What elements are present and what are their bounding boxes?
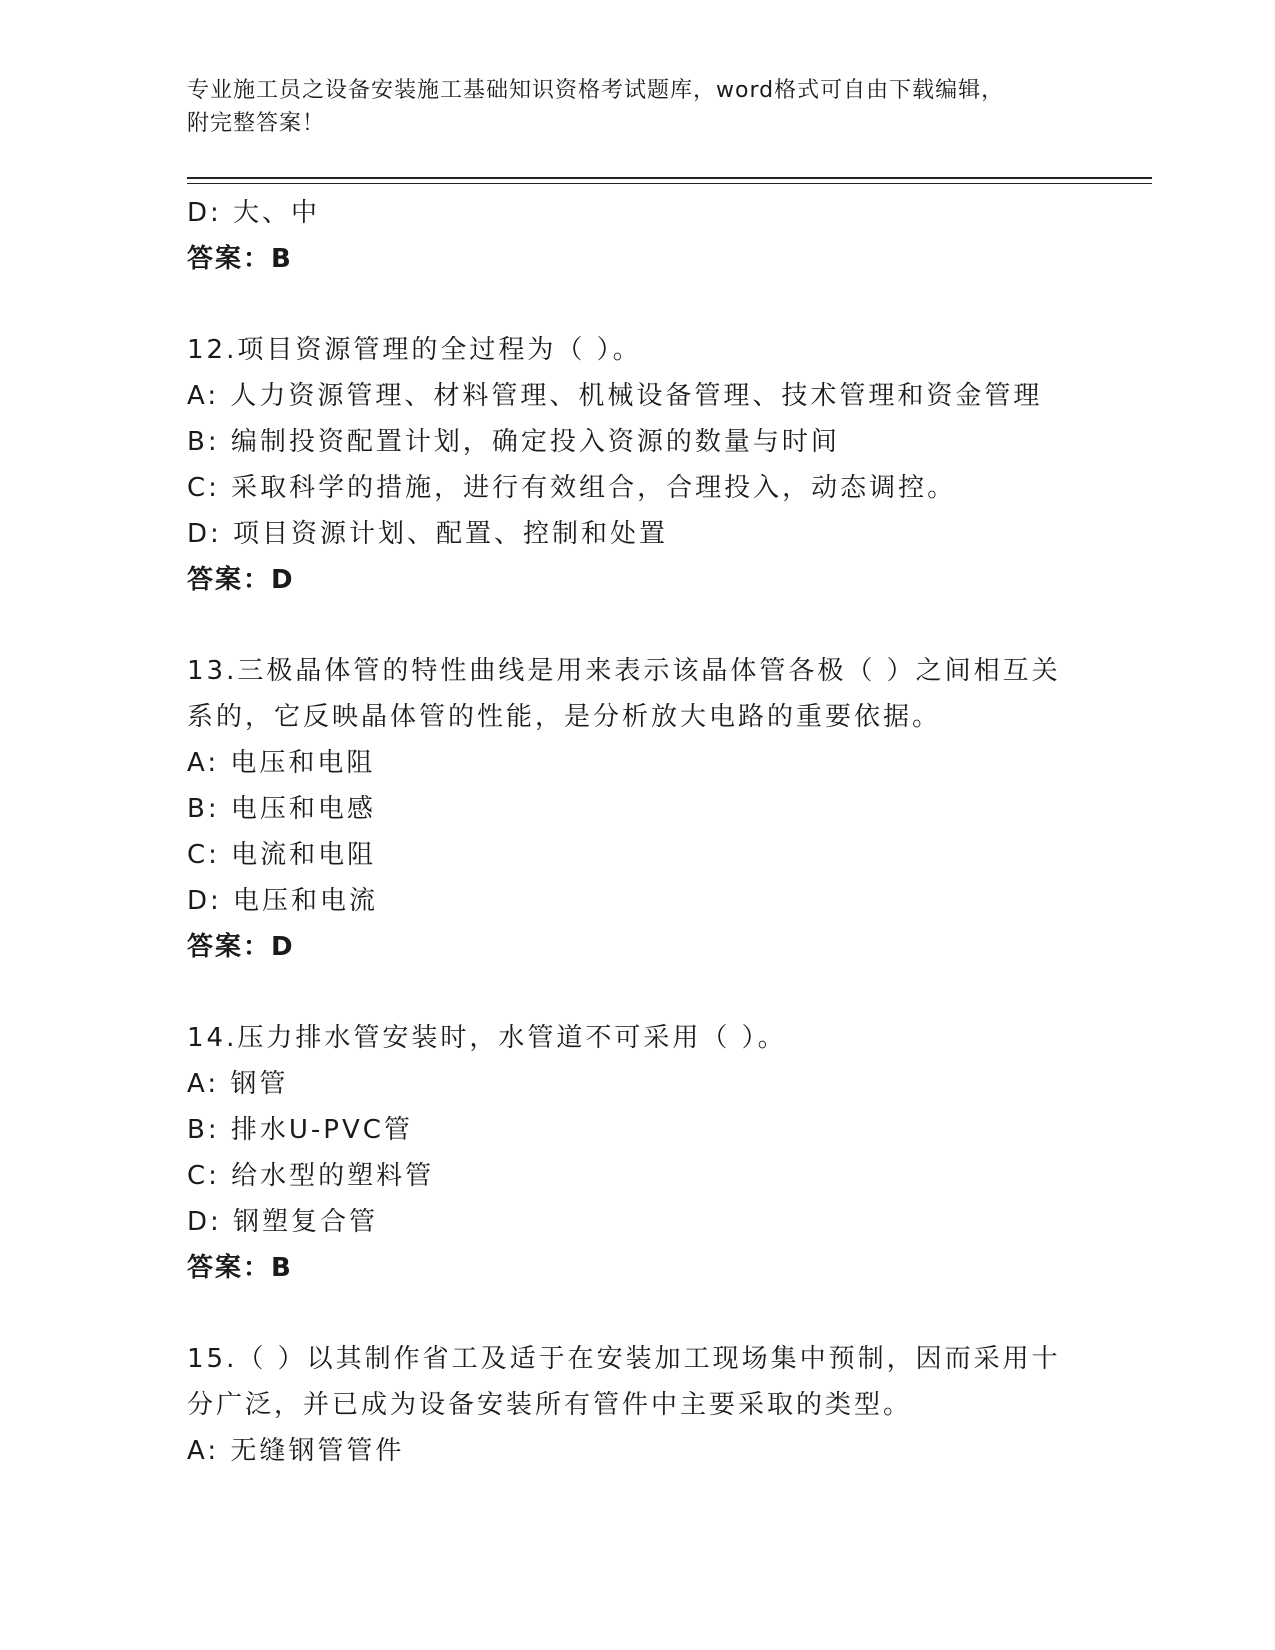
- question-stem-line-1: 13.三极晶体管的特性曲线是用来表示该晶体管各极（ ）之间相互关: [187, 656, 1061, 686]
- answer: 答案：D: [187, 932, 295, 962]
- question-stem: 14.压力排水管安装时，水管道不可采用（ ）。: [187, 1023, 787, 1053]
- question-list: [187, 190, 1067, 1474]
- option-d: D: 电压和电流: [187, 886, 379, 916]
- question-15: [187, 1336, 1067, 1474]
- prev-answer: 答案：B: [187, 244, 293, 274]
- question-12: [187, 327, 1067, 603]
- option-d: D: 项目资源计划、配置、控制和处置: [187, 519, 669, 549]
- option-b: B: 电压和电感: [187, 794, 376, 824]
- answer: 答案：D: [187, 565, 295, 595]
- answer: 答案：B: [187, 1253, 293, 1283]
- option-a: A: 无缝钢管管件: [187, 1436, 405, 1466]
- prev-option-d: D: 大、中: [187, 198, 321, 228]
- question-stem-line-2: 分广泛，并已成为设备安装所有管件中主要采取的类型。: [187, 1390, 913, 1420]
- question-stem-line-2: 系的，它反映晶体管的性能，是分析放大电路的重要依据。: [187, 702, 942, 732]
- option-c: C: 给水型的塑料管: [187, 1161, 435, 1191]
- question-stem-line-1: 15.（ ）以其制作省工及适于在安装加工现场集中预制，因而采用十: [187, 1344, 1061, 1374]
- header-line-2: 附完整答案！: [187, 111, 326, 136]
- option-c: C: 采取科学的措施，进行有效组合，合理投入，动态调控。: [187, 473, 957, 503]
- question-14: [187, 1015, 1067, 1291]
- header-line-1: 专业施工员之设备安装施工基础知识资格考试题库，word格式可自由下载编辑，: [187, 78, 1005, 103]
- option-a: A: 电压和电阻: [187, 748, 376, 778]
- header-divider-thin: [187, 183, 1152, 184]
- question-13: [187, 648, 1067, 970]
- option-b: B: 编制投资配置计划，确定投入资源的数量与时间: [187, 427, 840, 457]
- question-stem: 12.项目资源管理的全过程为（ ）。: [187, 335, 642, 365]
- option-a: A: 人力资源管理、材料管理、机械设备管理、技术管理和资金管理: [187, 381, 1043, 411]
- document-header: [187, 74, 1087, 140]
- header-divider-thick: [187, 177, 1152, 179]
- option-a: A: 钢管: [187, 1069, 289, 1099]
- option-b: B: 排水U-PVC管: [187, 1115, 413, 1145]
- option-c: C: 电流和电阻: [187, 840, 377, 870]
- option-d: D: 钢塑复合管: [187, 1207, 379, 1237]
